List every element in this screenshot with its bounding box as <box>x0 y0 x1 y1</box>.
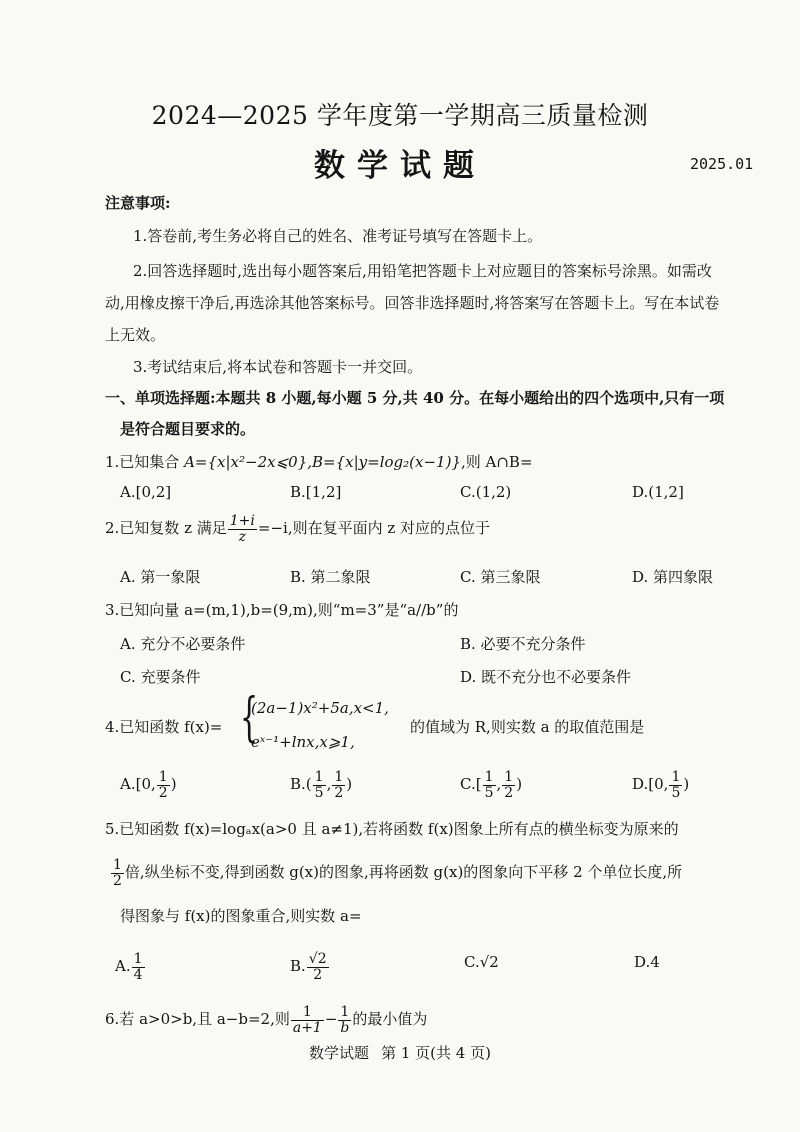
q4-d-open: [ <box>648 775 655 794</box>
q6-frac1-num: 1 <box>291 1005 324 1021</box>
notice-heading: 注意事项: <box>105 194 171 212</box>
q5-c-label: C. <box>464 953 480 971</box>
q5-option-c <box>464 953 499 971</box>
q4-a-left: 0 <box>141 775 152 794</box>
footer-subject: 数学试题 <box>309 1044 370 1062</box>
q4-d-close: ) <box>683 775 690 794</box>
q5-a-frac <box>132 952 145 982</box>
q6-frac2-num: 1 <box>338 1005 351 1021</box>
q1-set-a: A={x|x²−2x⩽0} <box>184 453 308 471</box>
q1-option-a: A.[0,2] <box>120 483 172 501</box>
q5-half-frac <box>111 858 124 888</box>
q4-a-frac <box>157 770 170 800</box>
q2-option-b: B. 第二象限 <box>290 568 371 586</box>
q3-option-a: A. 充分不必要条件 <box>120 635 246 653</box>
q4-piecewise-brace: { <box>240 688 259 748</box>
q1-suffix: ,则 A∩B= <box>461 453 533 471</box>
q4-a-open: [ <box>135 775 142 794</box>
q5-b-label: B. <box>290 957 306 976</box>
q5-line-2 <box>110 858 682 888</box>
q4-c-frac <box>502 770 515 800</box>
q5-a-num: 1 <box>133 951 143 967</box>
q2-option-d: D. 第四象限 <box>632 568 714 586</box>
q1-option-b: B.[1,2] <box>290 483 342 501</box>
q4-d-num: 1 <box>671 769 681 785</box>
q2-fraction <box>228 514 257 544</box>
q5-d-label: D. <box>634 953 651 971</box>
q5-line-1: 5.已知函数 f(x)=logₐx(a>0 且 a≠1),若将函数 f(x)图象上所有点的横坐标变为原来的 <box>105 820 679 838</box>
q5-b-frac <box>307 952 329 982</box>
q4-d-left: 0 <box>654 775 664 794</box>
q5-half-num: 1 <box>113 857 122 873</box>
q4-b-left-frac <box>313 770 326 800</box>
exam-date: 2025.01 <box>690 155 754 173</box>
q5-half-den: 2 <box>113 872 122 889</box>
notice-item-3: 3.考试结束后,将本试卷和答题卡一并交回。 <box>133 358 423 376</box>
q6-frac-1 <box>291 1005 324 1035</box>
q5-option-a <box>115 952 146 982</box>
q4-case-2: eˣ⁻¹+lnx,x⩾1, <box>251 733 355 751</box>
q4-a-den: 2 <box>158 784 168 801</box>
exam-title: 2024—2025 学年度第一学期高三质量检测 <box>151 101 649 130</box>
q5-option-d <box>634 953 660 971</box>
q3-option-d: D. 既不充分也不必要条件 <box>460 668 632 686</box>
q2-frac-num: 1+i <box>229 513 255 529</box>
q4-a-label: A. <box>120 775 136 794</box>
q2-frac-den: z <box>238 528 247 545</box>
q4-c-left-num: 1 <box>484 769 494 785</box>
q4-b-left-num: 1 <box>314 769 324 785</box>
q4-c-den: 2 <box>504 784 514 801</box>
q1-option-d: D.(1,2] <box>632 483 684 501</box>
notice-item-1: 1.答卷前,考生务必将自己的姓名、准考证号填写在答题卡上。 <box>133 227 543 245</box>
q4-b-den: 2 <box>334 784 344 801</box>
q5-b-num: √2 <box>308 951 327 967</box>
notice-item-2-line1: 2.回答选择题时,选出每小题答案后,用铅笔把答题卡上对应题目的答案标号涂黑。如需改 <box>133 262 712 280</box>
q5-line-2-text: 倍,纵坐标不变,得到函数 g(x)的图象,再将函数 g(x)的图象向下平移 2 个单位长度,所 <box>124 863 683 882</box>
footer-page-number: 第 1 页(共 4 页) <box>381 1044 491 1062</box>
q4-b-frac <box>332 770 345 800</box>
q6-suffix: 的最小值为 <box>352 1010 428 1029</box>
q4-option-b: B.( $\frac{1}{5}$ , $\frac{1}{2}$ ) <box>290 769 353 801</box>
section1-heading-line1: 一、单项选择题:本题共 8 小题,每小题 5 分,共 40 分。在每小题给出的四个选项中,只有一项 <box>105 389 725 407</box>
question-1-stem <box>105 451 533 472</box>
q2-option-c: C. 第三象限 <box>460 568 541 586</box>
q5-b-den: 2 <box>313 966 323 983</box>
q4-c-left-den: 5 <box>484 784 494 801</box>
q4-b-left-den: 5 <box>314 784 324 801</box>
q4-c-num: 1 <box>504 769 514 785</box>
q6-frac2-den: b <box>340 1019 350 1036</box>
q1-prefix: 1.已知集合 <box>105 453 185 471</box>
q4-a-num: 1 <box>158 769 168 785</box>
q4-d-den: 5 <box>671 784 681 801</box>
q5-c-value: √2 <box>479 953 499 971</box>
q4-c-close: ) <box>516 775 523 794</box>
q2-suffix: =−i,则在复平面内 z 对应的点位于 <box>257 519 491 538</box>
q5-d-value: 4 <box>650 953 660 971</box>
q6-minus: − <box>324 1010 338 1029</box>
q4-a-close: ) <box>170 775 177 794</box>
q6-frac-2 <box>338 1005 351 1035</box>
q4-d-label: D. <box>632 775 649 794</box>
q2-prefix: 2.已知复数 z 满足 <box>105 519 227 538</box>
notice-item-2-line2: 动,用橡皮擦干净后,再选涂其他答案标号。回答非选择题时,将答案写在答题卡上。写在本试卷 <box>105 294 720 312</box>
question-6-stem <box>105 1005 427 1035</box>
q3-option-c: C. 充要条件 <box>120 668 201 686</box>
section1-heading-line2: 是符合题目要求的。 <box>120 420 256 438</box>
q1-option-c: C.(1,2) <box>460 483 512 501</box>
q4-option-c: C.[ $\frac{1}{5}$ , $\frac{1}{2}$ ) <box>460 769 523 801</box>
q4-b-open: ( <box>305 775 312 794</box>
q5-a-label: A. <box>115 957 131 976</box>
q6-prefix: 6.若 a>0>b,且 a−b=2,则 <box>105 1010 290 1029</box>
q6-frac1-den: a+1 <box>292 1019 322 1036</box>
subject-title: 数学试题 <box>314 148 486 184</box>
q4-suffix: 的值域为 R,则实数 a 的取值范围是 <box>410 718 645 736</box>
notice-item-2-line3: 上无效。 <box>105 326 166 344</box>
question-2-stem <box>105 514 490 544</box>
q1-set-b: ,B={x|y=log₂(x−1)} <box>307 453 461 471</box>
q5-line-3: 得图象与 f(x)的图象重合,则实数 a= <box>120 907 362 925</box>
q4-c-label: C. <box>460 775 476 794</box>
q4-b-label: B. <box>290 775 306 794</box>
question-3-stem: 3.已知向量 a=(m,1),b=(9,m),则“m=3”是“a//b”的 <box>105 601 459 619</box>
q4-b-num: 1 <box>334 769 344 785</box>
q4-option-a: A.[0, $\frac{1}{2}$ ) <box>120 769 177 801</box>
q5-option-b <box>290 952 330 982</box>
q3-option-b: B. 必要不充分条件 <box>460 635 586 653</box>
q4-prefix: 4.已知函数 f(x)= <box>105 718 223 736</box>
q4-b-close: ) <box>346 775 353 794</box>
q5-a-den: 4 <box>133 966 143 983</box>
page-footer <box>0 1042 800 1063</box>
q4-c-left-frac <box>483 770 496 800</box>
q2-option-a: A. 第一象限 <box>120 568 201 586</box>
q4-d-frac <box>669 770 682 800</box>
q4-option-d: D.[0, $\frac{1}{5}$ ) <box>632 769 690 801</box>
q4-case-1: (2a−1)x²+5a,x<1, <box>251 699 389 717</box>
q4-c-open: [ <box>475 775 482 794</box>
